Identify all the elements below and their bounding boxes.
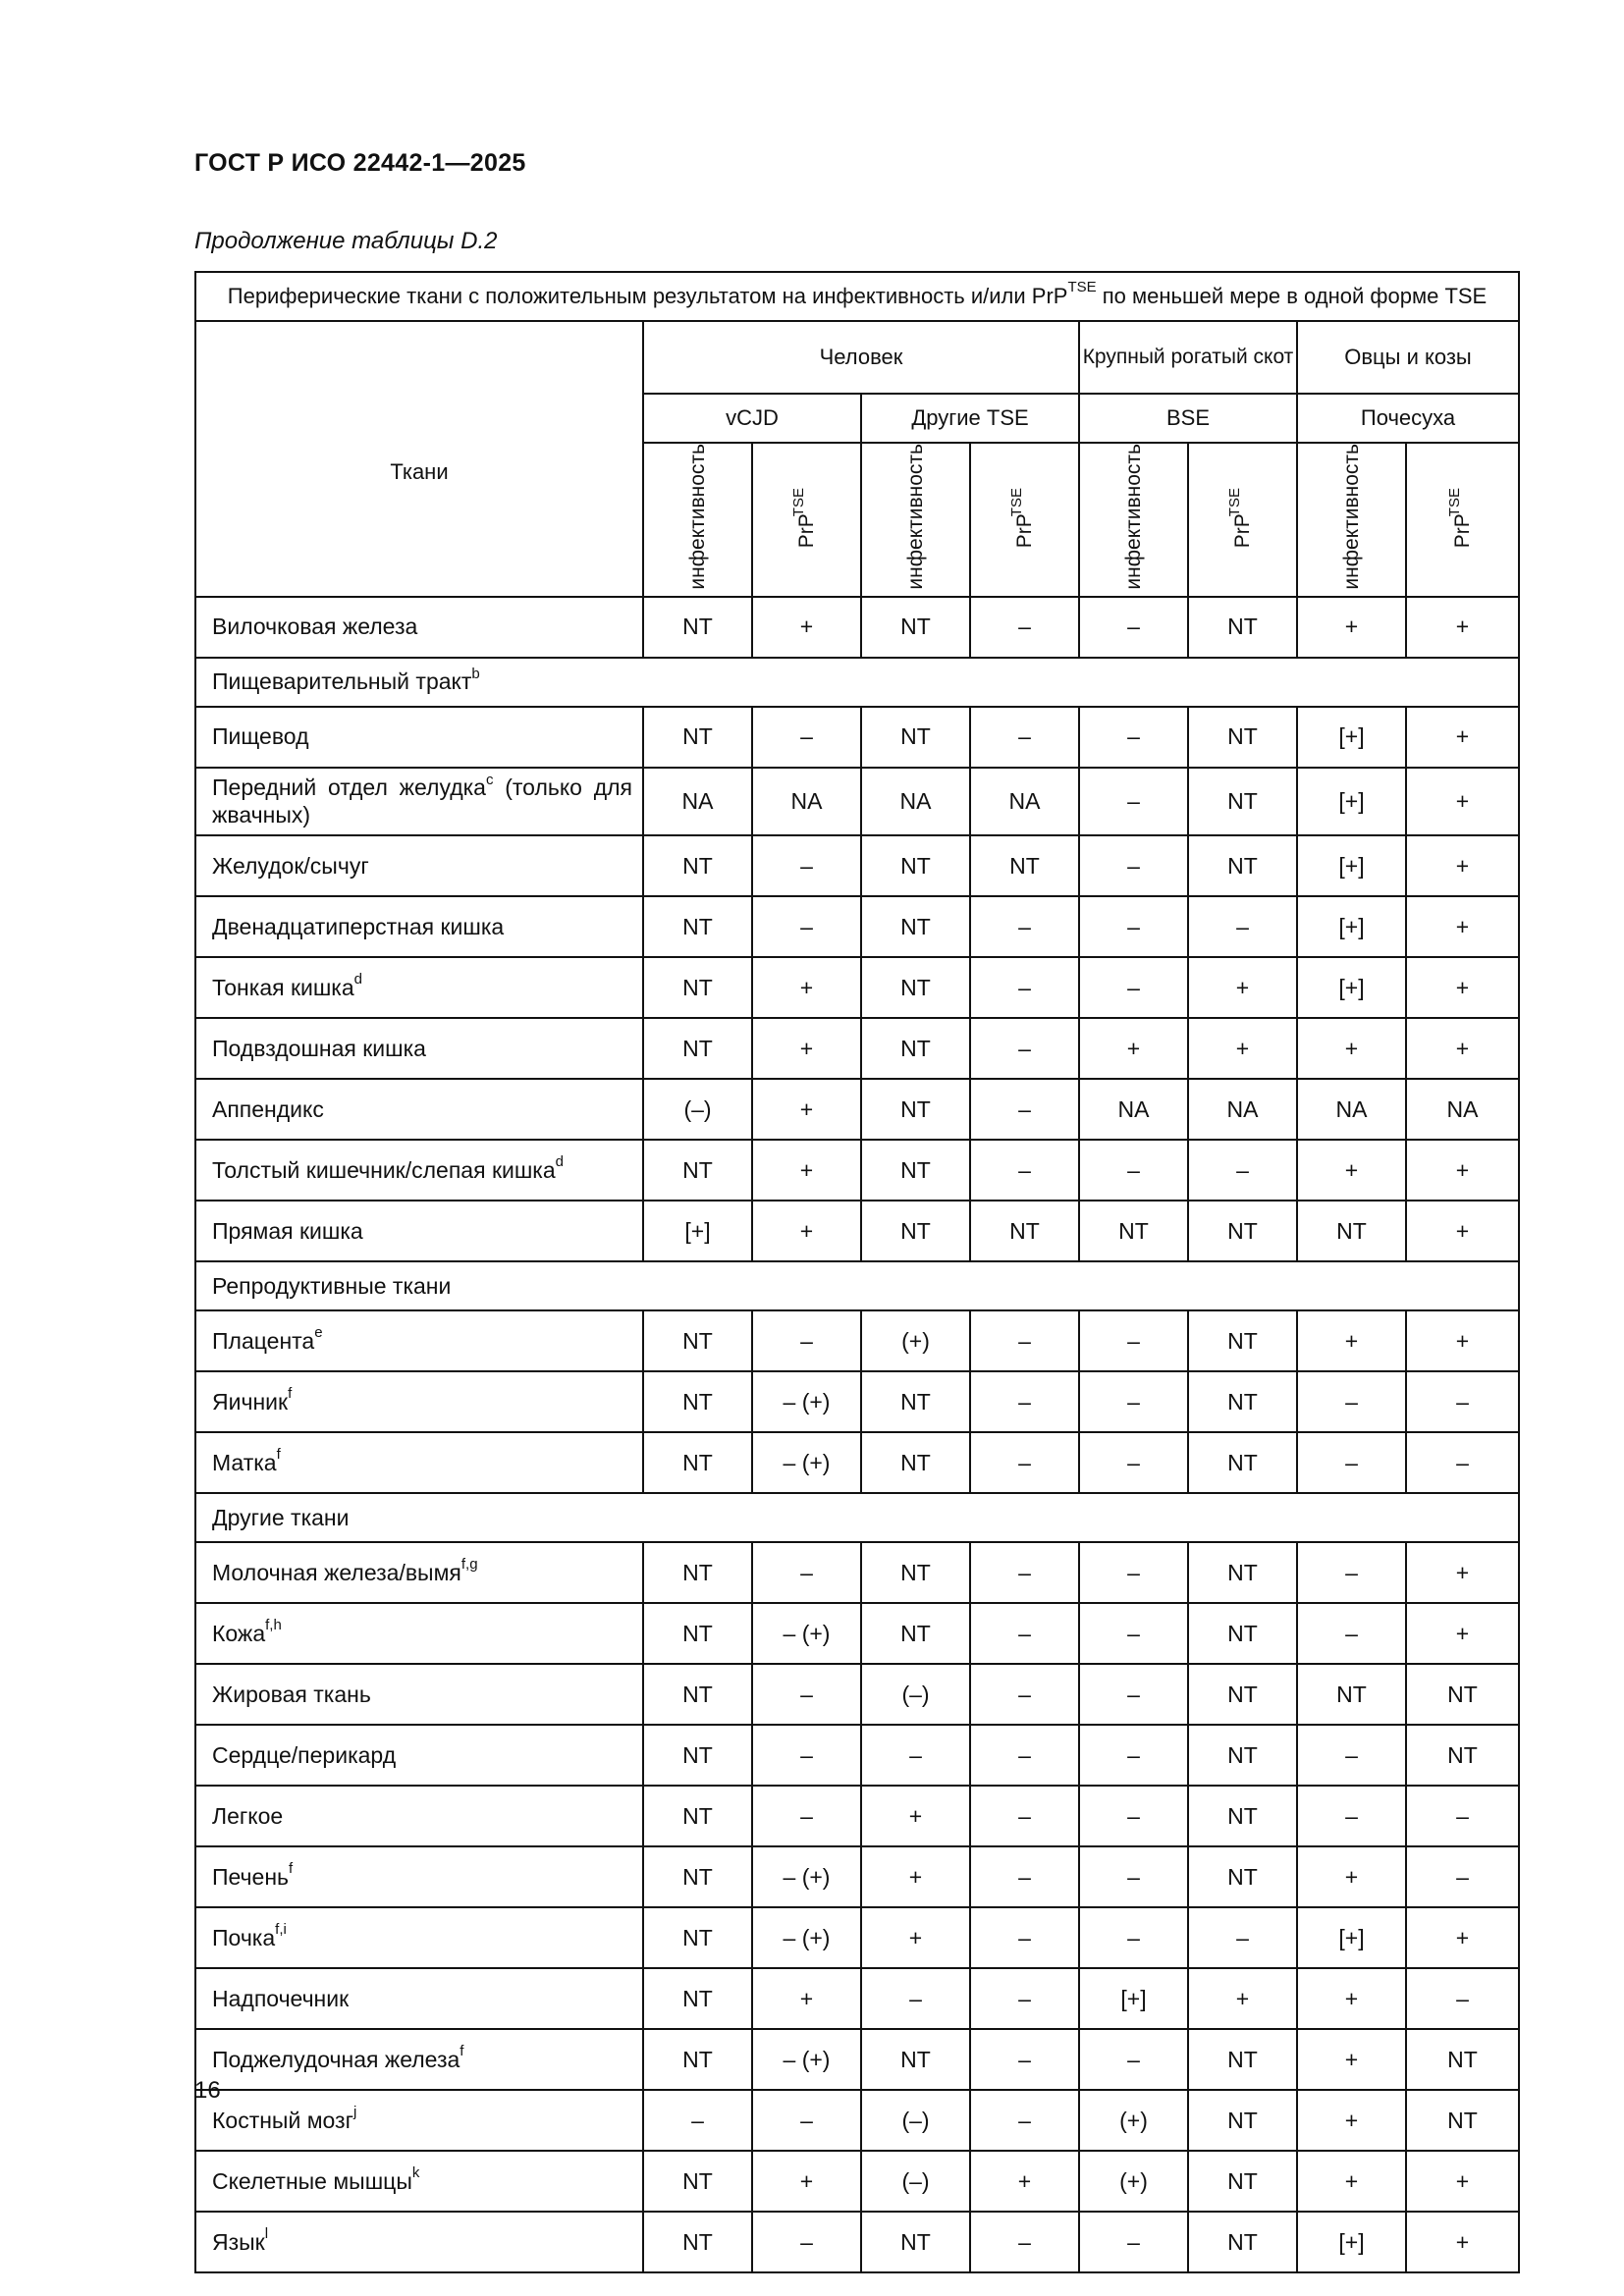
measure-header: PrP$^{TSE}$ [752, 443, 861, 597]
table-cell: – [1297, 1432, 1406, 1493]
table-cell: + [1406, 1201, 1519, 1261]
table-row [195, 1725, 1519, 1786]
measure-header: PrP$^{TSE}$ [970, 443, 1079, 597]
measure-header: PrP$^{TSE}$ [1188, 443, 1297, 597]
table-title: Периферические ткани с положительным результатом на инфективность и/или PrP$^{TSE}$ по меньшей мере в одной форме TSE [195, 272, 1519, 321]
table-cell: [+] [1297, 957, 1406, 1018]
table-cell: – [1188, 1140, 1297, 1201]
table-cell: NT [1188, 835, 1297, 896]
table-cell: NA [1188, 1079, 1297, 1140]
table-row [195, 1968, 1519, 2029]
table-cell: NT [1188, 2151, 1297, 2212]
table-cell: NT [861, 1371, 970, 1432]
table-row [195, 896, 1519, 957]
table-cell: – [1079, 896, 1188, 957]
table-cell: – (+) [752, 1846, 861, 1907]
table-cell: + [1297, 2151, 1406, 2212]
table-cell: – [970, 1907, 1079, 1968]
table-row [195, 597, 1519, 658]
document-code: ГОСТ Р ИСО 22442-1—2025 [194, 149, 526, 177]
table-cell: – [970, 1310, 1079, 1371]
table-cell: NT [643, 2029, 752, 2090]
table-cell: NT [1188, 707, 1297, 768]
table-row [195, 1310, 1519, 1371]
table-cell: [+] [1297, 896, 1406, 957]
disease-header-scrapie: Почесуха [1297, 394, 1519, 443]
table-cell: NT [861, 707, 970, 768]
table-cell: NT [861, 1201, 970, 1261]
table-row [195, 957, 1519, 1018]
table-cell: [+] [1297, 1907, 1406, 1968]
table-row [195, 1432, 1519, 1493]
table-cell: – (+) [752, 1432, 861, 1493]
table-cell: – [1406, 1968, 1519, 2029]
tissue-name: Скелетные мышцы$^k$ [195, 2151, 643, 2212]
table-cell: + [752, 1079, 861, 1140]
table-cell: + [1297, 1018, 1406, 1079]
table-cell: – [1079, 2029, 1188, 2090]
table-row [195, 2090, 1519, 2151]
table-cell: NA [752, 768, 861, 835]
table-cell: – [1297, 1371, 1406, 1432]
table-cell: – [970, 1786, 1079, 1846]
table-cell: NT [861, 835, 970, 896]
table-cell: (–) [861, 1664, 970, 1725]
table-cell: – [1406, 1786, 1519, 1846]
table-cell: – [970, 1542, 1079, 1603]
table-cell: + [1406, 896, 1519, 957]
tissue-name: Надпочечник [195, 1968, 643, 2029]
table-cell: – [970, 707, 1079, 768]
table-cell: – [861, 1725, 970, 1786]
measure-header: PrP$^{TSE}$ [1406, 443, 1519, 597]
table-row [195, 1201, 1519, 1261]
table-cell: NT [861, 957, 970, 1018]
table-cell: + [1297, 1140, 1406, 1201]
table-cell: – (+) [752, 2029, 861, 2090]
table-cell: – [1406, 1846, 1519, 1907]
table-cell: – [1079, 707, 1188, 768]
table-caption: Продолжение таблицы D.2 [194, 228, 498, 254]
table-row [195, 1018, 1519, 1079]
table-cell: – [1079, 1310, 1188, 1371]
table-cell: NT [643, 1018, 752, 1079]
table-cell: – [752, 1542, 861, 1603]
table-row [195, 1786, 1519, 1846]
table-cell: – [1406, 1371, 1519, 1432]
group-label: Другие ткани [195, 1493, 1519, 1542]
table-cell: NT [643, 1664, 752, 1725]
table-cell: + [1406, 1907, 1519, 1968]
table-cell: – [752, 2090, 861, 2151]
table-cell: NT [970, 1201, 1079, 1261]
species-header-cattle: Крупный рогатый скот [1079, 321, 1297, 394]
table-group-row [195, 658, 1519, 707]
table-cell: + [1406, 1140, 1519, 1201]
tissue-name: Желудок/сычуг [195, 835, 643, 896]
table-cell: [+] [1297, 2212, 1406, 2272]
table-cell: – [1079, 597, 1188, 658]
table-cell: NT [643, 597, 752, 658]
table-cell: (+) [1079, 2090, 1188, 2151]
table-cell: NT [643, 957, 752, 1018]
tse-tissue-table [194, 271, 1520, 2273]
table-cell: NT [1406, 2029, 1519, 2090]
table-cell: NT [643, 835, 752, 896]
table-cell: – [861, 1968, 970, 2029]
table-cell: – [643, 2090, 752, 2151]
table-cell: + [752, 957, 861, 1018]
table-cell: + [1406, 1310, 1519, 1371]
table-cell: NT [861, 2029, 970, 2090]
table-row [195, 2029, 1519, 2090]
table-cell: – [970, 1432, 1079, 1493]
table-cell: – (+) [752, 1371, 861, 1432]
table-cell: – [1079, 768, 1188, 835]
table-cell: – [1079, 1907, 1188, 1968]
tissue-name: Матка$^f$ [195, 1432, 643, 1493]
table-cell: – [970, 1140, 1079, 1201]
measure-header: инфективность [1297, 443, 1406, 597]
table-cell: NT [1297, 1201, 1406, 1261]
table-cell: NT [861, 597, 970, 658]
table-cell: + [1406, 707, 1519, 768]
table-cell: + [1406, 597, 1519, 658]
table-cell: – [1297, 1542, 1406, 1603]
table-cell: NT [1297, 1664, 1406, 1725]
table-cell: – [970, 2029, 1079, 2090]
measure-header: инфективность [643, 443, 752, 597]
table-cell: NT [1188, 1201, 1297, 1261]
table-cell: (–) [861, 2090, 970, 2151]
table-cell: NT [643, 1725, 752, 1786]
table-cell: – [1297, 1603, 1406, 1664]
table-cell: NT [1188, 768, 1297, 835]
tissue-name: Печень$^f$ [195, 1846, 643, 1907]
tissue-name: Плацента$^e$ [195, 1310, 643, 1371]
tissue-name: Двенадцатиперстная кишка [195, 896, 643, 957]
table-cell: NA [861, 768, 970, 835]
measure-header: инфективность [1079, 443, 1188, 597]
group-label: Пищеварительный тракт$^b$ [195, 658, 1519, 707]
table-cell: – [970, 896, 1079, 957]
table-row [195, 1846, 1519, 1907]
table-cell: (+) [861, 1310, 970, 1371]
table-cell: + [1188, 1018, 1297, 1079]
table-cell: – [1297, 1786, 1406, 1846]
table-cell: NT [1188, 1846, 1297, 1907]
tissue-name: Толстый кишечник/слепая кишка$^d$ [195, 1140, 643, 1201]
table-row [195, 835, 1519, 896]
table-cell: + [1406, 2151, 1519, 2212]
table-cell: NT [1188, 2090, 1297, 2151]
table-cell: NT [643, 2212, 752, 2272]
tissue-name: Язык$^l$ [195, 2212, 643, 2272]
table-cell: + [752, 1018, 861, 1079]
table-cell: + [1406, 1603, 1519, 1664]
tissue-name: Костный мозг$^j$ [195, 2090, 643, 2151]
table-cell: NT [861, 1079, 970, 1140]
tissue-name: Пищевод [195, 707, 643, 768]
table-cell: + [1297, 2029, 1406, 2090]
table-cell: – (+) [752, 1907, 861, 1968]
table-cell: – [752, 896, 861, 957]
group-label: Репродуктивные ткани [195, 1261, 1519, 1310]
table-cell: NT [1079, 1201, 1188, 1261]
table-cell: – [970, 1725, 1079, 1786]
table-cell: + [752, 1201, 861, 1261]
table-cell: NT [1188, 1664, 1297, 1725]
table-cell: NT [1188, 2029, 1297, 2090]
table-cell: [+] [1297, 768, 1406, 835]
table-cell: + [861, 1907, 970, 1968]
table-cell: – [752, 1664, 861, 1725]
tissue-name: Передний отдел желудка$^c$ (только для жвачных) [195, 768, 643, 835]
table-cell: NT [643, 707, 752, 768]
table-cell: NA [970, 768, 1079, 835]
table-cell: + [861, 1846, 970, 1907]
table-cell: + [1406, 1542, 1519, 1603]
table-cell: – [752, 835, 861, 896]
table-cell: NT [643, 1846, 752, 1907]
table-cell: – [1079, 1725, 1188, 1786]
table-cell: NT [861, 1432, 970, 1493]
table-group-row [195, 1261, 1519, 1310]
table-cell: + [1406, 1018, 1519, 1079]
table-cell: – [970, 1846, 1079, 1907]
table-cell: – [1079, 2212, 1188, 2272]
table-row [195, 1140, 1519, 1201]
table-cell: + [1297, 1310, 1406, 1371]
table-cell: + [1297, 1846, 1406, 1907]
table-cell: – [970, 1603, 1079, 1664]
species-header-sheep-goats: Овцы и козы [1297, 321, 1519, 394]
table-cell: NT [643, 1140, 752, 1201]
species-header-human: Человек [643, 321, 1079, 394]
table-cell: NA [1079, 1079, 1188, 1140]
table-cell: NT [1188, 1310, 1297, 1371]
table-cell: NT [643, 2151, 752, 2212]
table-cell: NA [1406, 1079, 1519, 1140]
table-group-row [195, 1493, 1519, 1542]
table-cell: NT [643, 1542, 752, 1603]
table-cell: – [1079, 1432, 1188, 1493]
table-cell: NT [1188, 1432, 1297, 1493]
table-cell: + [752, 1140, 861, 1201]
table-cell: + [1406, 957, 1519, 1018]
table-cell: + [1406, 2212, 1519, 2272]
table-cell: – [970, 1079, 1079, 1140]
table-cell: – [752, 707, 861, 768]
table-row [195, 1664, 1519, 1725]
table-cell: NT [1406, 1725, 1519, 1786]
table-cell: – [752, 2212, 861, 2272]
table-cell: + [861, 1786, 970, 1846]
table-row [195, 768, 1519, 835]
table-cell: NT [861, 1603, 970, 1664]
tissue-name: Прямая кишка [195, 1201, 643, 1261]
table-cell: NT [1406, 1664, 1519, 1725]
table-cell: NT [643, 1310, 752, 1371]
table-cell: – [1079, 1786, 1188, 1846]
table-cell: NT [643, 896, 752, 957]
table-cell: NT [1188, 597, 1297, 658]
table-cell: – [970, 1664, 1079, 1725]
table-cell: – [752, 1310, 861, 1371]
table-row [195, 2151, 1519, 2212]
table-cell: NT [861, 1018, 970, 1079]
table-cell: NA [643, 768, 752, 835]
table-cell: NT [1188, 1542, 1297, 1603]
table-cell: – [970, 1018, 1079, 1079]
table-cell: – [970, 1968, 1079, 2029]
tissue-name: Тонкая кишка$^d$ [195, 957, 643, 1018]
table-cell: – [1297, 1725, 1406, 1786]
table-cell: NT [643, 1786, 752, 1846]
table-cell: – [1079, 1371, 1188, 1432]
table-row [195, 1603, 1519, 1664]
table-cell: + [1406, 835, 1519, 896]
table-cell: + [1297, 597, 1406, 658]
table-cell: + [1297, 1968, 1406, 2029]
table-cell: NT [1406, 2090, 1519, 2151]
table-cell: [+] [1079, 1968, 1188, 2029]
disease-header-other-tse: Другие TSE [861, 394, 1079, 443]
table-row [195, 2212, 1519, 2272]
table-row [195, 707, 1519, 768]
table-cell: NT [1188, 1603, 1297, 1664]
table-cell: NT [1188, 2212, 1297, 2272]
table-cell: + [1079, 1018, 1188, 1079]
tissue-name: Вилочковая железа [195, 597, 643, 658]
disease-header-vcjd: vCJD [643, 394, 861, 443]
table-cell: [+] [643, 1201, 752, 1261]
table-cell: (+) [1079, 2151, 1188, 2212]
table-cell: NT [861, 896, 970, 957]
table-cell: NT [643, 1432, 752, 1493]
tissue-name: Легкое [195, 1786, 643, 1846]
tissue-name: Жировая ткань [195, 1664, 643, 1725]
table-cell: + [1297, 2090, 1406, 2151]
table-cell: – [970, 597, 1079, 658]
table-cell: NT [861, 1542, 970, 1603]
table-cell: NT [861, 2212, 970, 2272]
table-row [195, 1542, 1519, 1603]
table-cell: NT [643, 1907, 752, 1968]
table-cell: – [752, 1786, 861, 1846]
measure-header: инфективность [861, 443, 970, 597]
table-cell: – [752, 1725, 861, 1786]
table-cell: – (+) [752, 1603, 861, 1664]
table-cell: NA [1297, 1079, 1406, 1140]
table-cell: – [1079, 1603, 1188, 1664]
table-cell: NT [970, 835, 1079, 896]
tissue-name: Аппендикс [195, 1079, 643, 1140]
tissue-name: Молочная железа/вымя$^{f,g}$ [195, 1542, 643, 1603]
page-number: 16 [194, 2077, 221, 2104]
table-cell: + [1406, 768, 1519, 835]
table-cell: (–) [861, 2151, 970, 2212]
table-cell: – [1079, 1664, 1188, 1725]
table-cell: – [970, 1371, 1079, 1432]
table-cell: + [970, 2151, 1079, 2212]
table-cell: [+] [1297, 835, 1406, 896]
table-cell: NT [643, 1371, 752, 1432]
table-cell: – [1079, 957, 1188, 1018]
table-cell: + [752, 597, 861, 658]
table-cell: – [1188, 896, 1297, 957]
tissue-column-header: Ткани [195, 321, 643, 597]
table-cell: NT [643, 1968, 752, 2029]
table-cell: – [1188, 1907, 1297, 1968]
table-row [195, 1371, 1519, 1432]
table-cell: – [1079, 835, 1188, 896]
disease-header-bse: BSE [1079, 394, 1297, 443]
tissue-name: Кожа$^{f,h}$ [195, 1603, 643, 1664]
table-cell: + [1188, 1968, 1297, 2029]
tissue-name: Сердце/перикард [195, 1725, 643, 1786]
table-cell: – [1079, 1542, 1188, 1603]
table-cell: NT [1188, 1725, 1297, 1786]
tissue-name: Поджелудочная железа$^f$ [195, 2029, 643, 2090]
table-cell: – [1079, 1140, 1188, 1201]
tissue-name: Почка$^{f,i}$ [195, 1907, 643, 1968]
table-row [195, 1907, 1519, 1968]
table-cell: – [970, 2212, 1079, 2272]
table-cell: [+] [1297, 707, 1406, 768]
tissue-name: Подвздошная кишка [195, 1018, 643, 1079]
table-cell: – [1406, 1432, 1519, 1493]
table-cell: NT [1188, 1371, 1297, 1432]
table-cell: NT [1188, 1786, 1297, 1846]
table-cell: – [1079, 1846, 1188, 1907]
table-cell: NT [861, 1140, 970, 1201]
table-cell: – [970, 957, 1079, 1018]
tissue-name: Яичник$^f$ [195, 1371, 643, 1432]
table-cell: + [752, 2151, 861, 2212]
table-cell: (–) [643, 1079, 752, 1140]
table-cell: – [970, 2090, 1079, 2151]
table-cell: + [1188, 957, 1297, 1018]
table-row [195, 1079, 1519, 1140]
table-cell: NT [643, 1603, 752, 1664]
table-cell: + [752, 1968, 861, 2029]
